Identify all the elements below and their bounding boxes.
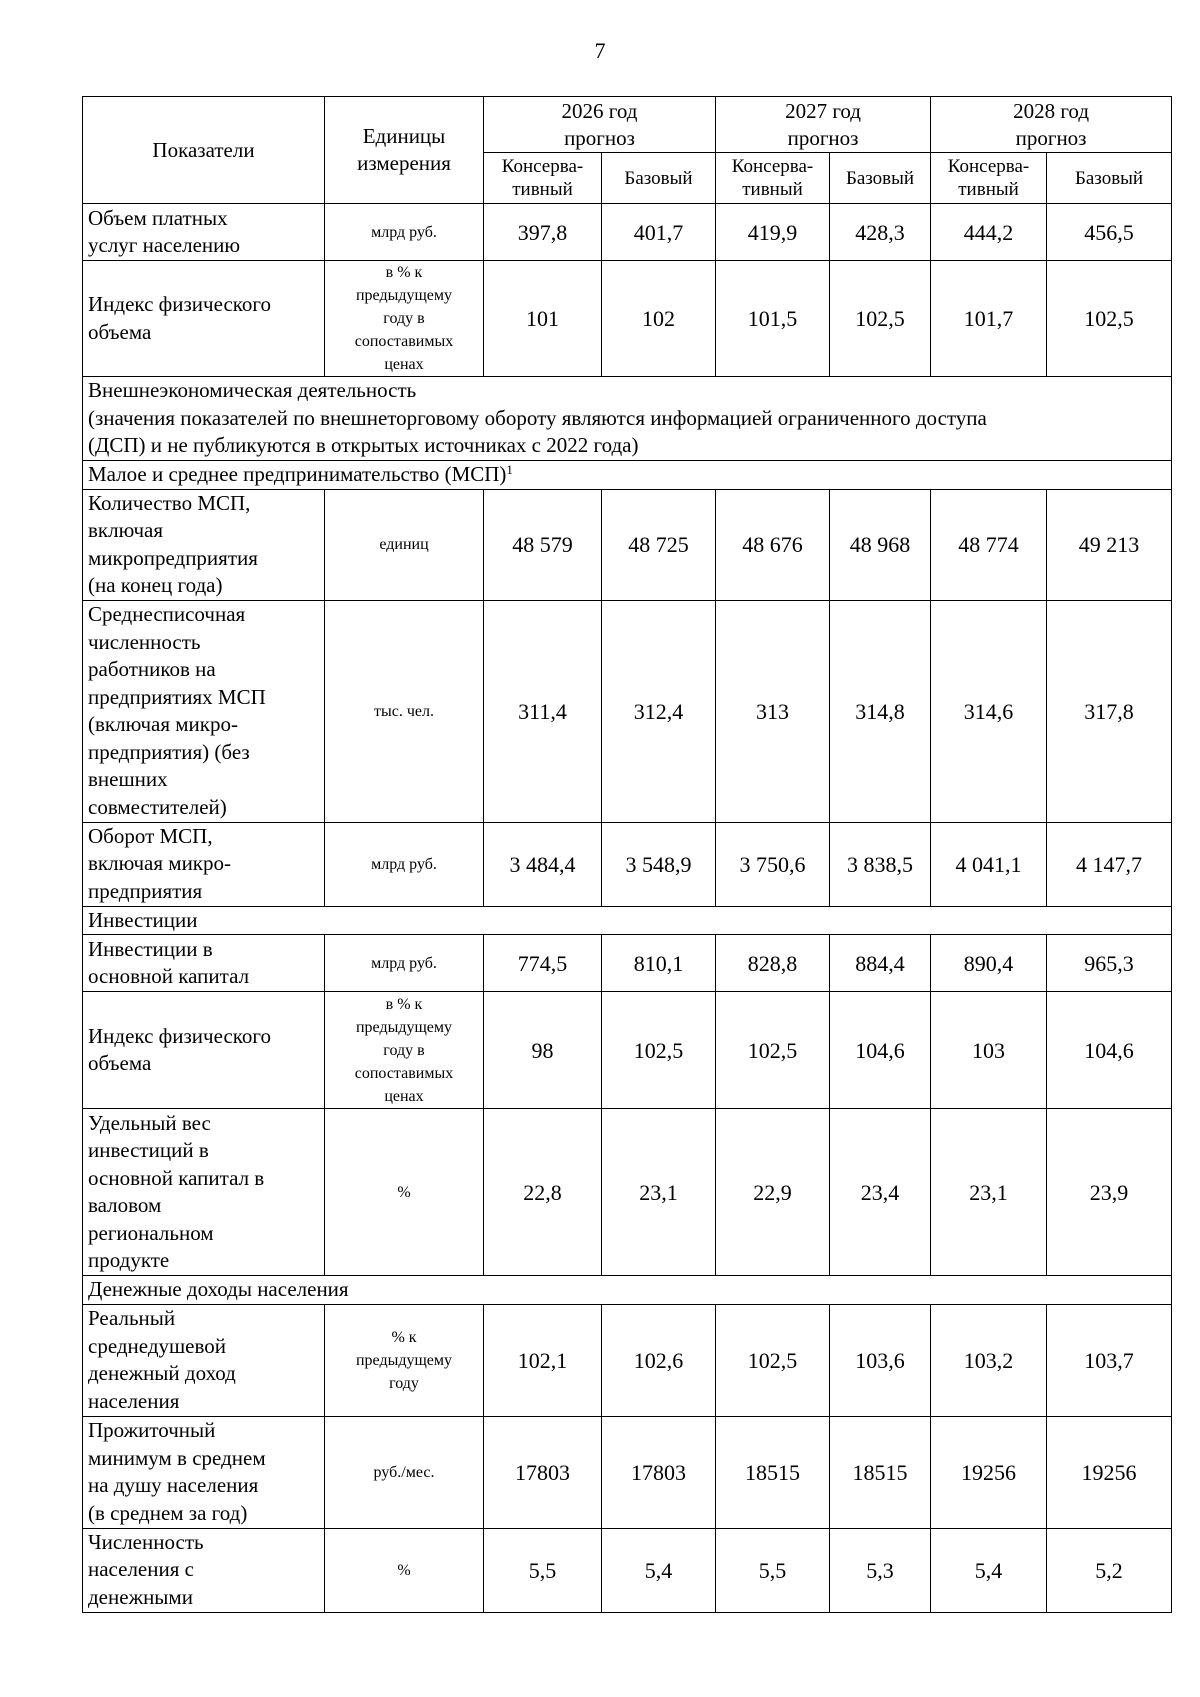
value-cell: 5,5 [716,1528,830,1612]
header-units: Единицы измерения [325,97,484,204]
value-cell: 23,1 [931,1109,1047,1276]
value-cell: 18515 [830,1416,931,1528]
value-cell: 3 750,6 [716,822,830,906]
header-year-2027: 2027 год прогноз [716,97,931,153]
table-row [83,1528,1172,1612]
indicator-name: Индекс физического объема [83,261,325,377]
value-cell: 17803 [484,1416,602,1528]
forecast-table [82,96,1172,1613]
value-cell: 18515 [716,1416,830,1528]
header-indicators: Показатели [83,97,325,204]
value-cell: 19256 [931,1416,1047,1528]
value-cell: 23,9 [1047,1109,1172,1276]
value-cell: 5,4 [602,1528,716,1612]
value-cell: 314,6 [931,600,1047,822]
section-title-text: Внешнеэкономическая деятельность (значения показателей по внешнеторговому обороту являются информацией ограниченного доступа (ДСП) и не публикуются в открытых источниках с 2022 года) [88,378,987,458]
unit-cell: млрд руб. [325,935,484,992]
section-title [83,461,1172,490]
header-conservative: Консерва- тивный [931,153,1047,204]
value-cell: 103,7 [1047,1304,1172,1416]
section-title [83,1276,1172,1305]
table-row [83,204,1172,261]
value-cell: 965,3 [1047,935,1172,992]
value-cell: 314,8 [830,600,931,822]
value-cell: 98 [484,992,602,1109]
unit-cell: млрд руб. [325,204,484,261]
table-body [83,204,1172,1613]
value-cell: 48 968 [830,489,931,600]
indicator-name: Среднесписочная численность работников на предприятиях МСП (включая микро- предприятия) (без внешних совместителей) [83,600,325,822]
value-cell: 5,5 [484,1528,602,1612]
value-cell: 102,5 [1047,261,1172,377]
table-row [83,1109,1172,1276]
table-row [83,992,1172,1109]
unit-cell: % [325,1528,484,1612]
header-conservative: Консерва- тивный [716,153,830,204]
unit-cell: единиц [325,489,484,600]
value-cell: 810,1 [602,935,716,992]
value-cell: 103,6 [830,1304,931,1416]
value-cell: 48 774 [931,489,1047,600]
value-cell: 313 [716,600,830,822]
value-cell: 17803 [602,1416,716,1528]
section-row [83,377,1172,461]
unit-cell: в % к предыдущему году в сопоставимых ценах [325,992,484,1109]
value-cell: 101,7 [931,261,1047,377]
section-title [83,906,1172,935]
value-cell: 317,8 [1047,600,1172,822]
value-cell: 5,3 [830,1528,931,1612]
value-cell: 890,4 [931,935,1047,992]
table-row [83,1416,1172,1528]
header-conservative: Консерва- тивный [484,153,602,204]
value-cell: 102,5 [716,1304,830,1416]
value-cell: 884,4 [830,935,931,992]
table-row [83,822,1172,906]
value-cell: 3 484,4 [484,822,602,906]
value-cell: 401,7 [602,204,716,261]
header-base: Базовый [602,153,716,204]
value-cell: 19256 [1047,1416,1172,1528]
value-cell: 3 838,5 [830,822,931,906]
value-cell: 102,6 [602,1304,716,1416]
indicator-name: Численность населения с денежными [83,1528,325,1612]
indicator-name: Удельный вес инвестиций в основной капитал в валовом региональном продукте [83,1109,325,1276]
value-cell: 5,4 [931,1528,1047,1612]
value-cell: 774,5 [484,935,602,992]
value-cell: 101,5 [716,261,830,377]
table-row [83,489,1172,600]
footnote-marker: 1 [506,462,513,477]
value-cell: 48 676 [716,489,830,600]
unit-cell: % к предыдущему году [325,1304,484,1416]
indicator-name: Прожиточный минимум в среднем на душу населения (в среднем за год) [83,1416,325,1528]
unit-cell: в % к предыдущему году в сопоставимых ценах [325,261,484,377]
table-row [83,935,1172,992]
section-row [83,906,1172,935]
section-row [83,1276,1172,1305]
section-title-text: Денежные доходы населения [88,1277,349,1301]
section-title-text: Малое и среднее предпринимательство (МСП) [88,462,507,486]
indicator-name: Количество МСП, включая микропредприятия (на конец года) [83,489,325,600]
value-cell: 102,1 [484,1304,602,1416]
indicator-name: Реальный среднедушевой денежный доход населения [83,1304,325,1416]
value-cell: 456,5 [1047,204,1172,261]
value-cell: 102,5 [830,261,931,377]
value-cell: 48 579 [484,489,602,600]
table-row [83,1304,1172,1416]
section-row [83,461,1172,490]
value-cell: 48 725 [602,489,716,600]
value-cell: 3 548,9 [602,822,716,906]
page-number: 7 [594,38,606,63]
value-cell: 428,3 [830,204,931,261]
value-cell: 49 213 [1047,489,1172,600]
value-cell: 419,9 [716,204,830,261]
value-cell: 22,8 [484,1109,602,1276]
value-cell: 397,8 [484,204,602,261]
section-title-text: Инвестиции [88,907,198,932]
unit-cell: руб./мес. [325,1416,484,1528]
value-cell: 5,2 [1047,1528,1172,1612]
value-cell: 102 [602,261,716,377]
value-cell: 104,6 [830,992,931,1109]
value-cell: 102,5 [716,992,830,1109]
indicator-name: Оборот МСП, включая микро- предприятия [83,822,325,906]
indicator-name: Инвестиции в основной капитал [83,935,325,992]
value-cell: 311,4 [484,600,602,822]
header-year-2028: 2028 год прогноз [931,97,1172,153]
value-cell: 828,8 [716,935,830,992]
value-cell: 23,4 [830,1109,931,1276]
value-cell: 101 [484,261,602,377]
header-year-2026: 2026 год прогноз [484,97,716,153]
value-cell: 22,9 [716,1109,830,1276]
value-cell: 4 041,1 [931,822,1047,906]
indicator-name: Индекс физического объема [83,992,325,1109]
indicator-name: Объем платных услуг населению [83,204,325,261]
value-cell: 102,5 [602,992,716,1109]
unit-cell: млрд руб. [325,822,484,906]
value-cell: 312,4 [602,600,716,822]
header-base: Базовый [1047,153,1172,204]
section-title [83,377,1172,461]
value-cell: 23,1 [602,1109,716,1276]
value-cell: 103 [931,992,1047,1109]
value-cell: 444,2 [931,204,1047,261]
unit-cell: % [325,1109,484,1276]
value-cell: 4 147,7 [1047,822,1172,906]
value-cell: 104,6 [1047,992,1172,1109]
unit-cell: тыс. чел. [325,600,484,822]
table-row [83,261,1172,377]
value-cell: 103,2 [931,1304,1047,1416]
header-base: Базовый [830,153,931,204]
table-row [83,600,1172,822]
